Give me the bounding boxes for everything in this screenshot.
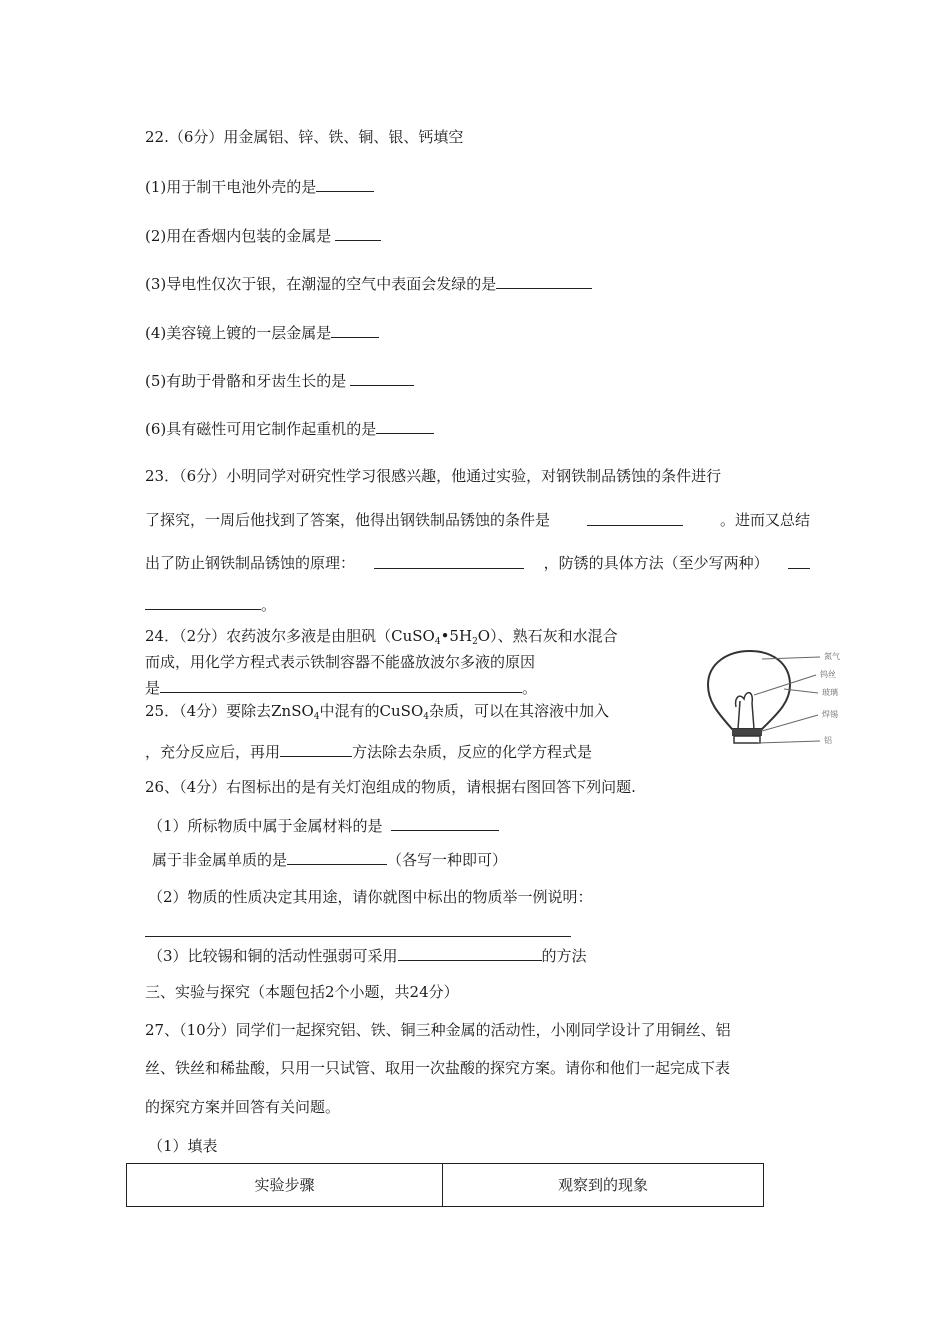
answer-blank[interactable] [398, 945, 542, 961]
answer-blank[interactable] [280, 741, 352, 757]
answer-blank[interactable] [335, 225, 381, 241]
bulb-label-nitrogen: 氮气 [824, 652, 840, 661]
q22-item-5: (5)有助于骨骼和牙齿生长的是 [145, 370, 414, 391]
answer-blank[interactable] [350, 370, 414, 386]
answer-blank[interactable] [331, 322, 379, 338]
answer-blank[interactable] [391, 815, 499, 831]
q26-part-1: （1）所标物质中属于金属材料的是 [148, 815, 499, 836]
q26-part-3: （3）比较锡和铜的活动性强弱可采用 的方法 [148, 947, 587, 965]
q22-item-4: (4)美容镜上镀的一层金属是 [145, 322, 379, 343]
bulb-label-solder: 焊锡 [822, 710, 838, 719]
q22-item-2: (2)用在香烟内包装的金属是 [145, 225, 381, 246]
answer-blank[interactable] [587, 510, 683, 526]
q24-line-1: 24．（2分）农药波尔多液是由胆矾$(CuSO_4•5H_2O)$、熟石灰和水混合 [145, 627, 618, 647]
section-3-heading: 三、实验与探究（本题包括2个小题，共24分） [145, 983, 459, 1001]
q22-title: 22.（6分）用金属铝、锌、铁、铜、银、钙填空 [145, 128, 464, 146]
q26-part-1b: 属于非金属单质的是 （各写一种即可） [152, 851, 508, 869]
q27-line-1: 27、（10分）同学们一起探究铝、铁、铜三种金属的活动性，小刚同学设计了用铜丝、铝 [145, 1021, 731, 1039]
q26-title: 26、（4分）右图标出的是有关灯泡组成的物质，请根据右图回答下列问题. [145, 778, 636, 796]
answer-blank[interactable] [287, 849, 387, 865]
answer-blank[interactable] [788, 553, 810, 569]
table-header-steps: 实验步骤 [127, 1164, 443, 1207]
light-bulb-diagram [700, 645, 870, 750]
answer-line[interactable] [145, 921, 571, 937]
bulb-label-aluminum: 铝 [824, 736, 832, 745]
q25-line-1: 25．（4分）要除去ZnSO$_4$中混有的CuSO$_4$杂质，可以在其溶液中加入 [145, 702, 609, 722]
bulb-label-tungsten: 钨丝 [820, 670, 836, 679]
q27-line-3: 的探究方案并回答有关问题。 [145, 1098, 341, 1116]
q23-line-4: 。 [145, 594, 276, 615]
q27-fill-table: （1）填表 [148, 1137, 218, 1155]
q22-item-3: (3)导电性仅次于银，在潮湿的空气中表面会发绿的是 [145, 273, 592, 294]
answer-blank[interactable] [145, 594, 261, 610]
answer-blank[interactable] [374, 553, 524, 569]
q22-item-6: (6)具有磁性可用它制作起重机的是 [145, 418, 434, 439]
q24-line-2: 而成，用化学方程式表示铁制容器不能盛放波尔多液的原因 [145, 653, 536, 671]
q22-item-1: (1)用于制干电池外壳的是 [145, 176, 374, 197]
bulb-label-glass: 玻璃 [822, 688, 838, 697]
q26-part-2: （2）物质的性质决定其用途，请你就图中标出的物质举一例说明： [148, 888, 593, 906]
bulb-glass-outline [708, 651, 790, 729]
table-header-observations: 观察到的现象 [443, 1164, 764, 1207]
q23-line-3: 出了防止钢铁制品锈蚀的原理： ，防锈的具体方法（至少写两种） [145, 553, 810, 573]
bulb-base-band [732, 729, 762, 736]
answer-blank[interactable] [496, 273, 592, 289]
table-header-row [127, 1164, 764, 1207]
q27-line-2: 丝、铁丝和稀盐酸，只用一只试管、取用一次盐酸的探究方案。请你和他们一起完成下表 [145, 1059, 731, 1077]
q23-line-2: 了探究，一周后他找到了答案，他得出钢铁制品锈蚀的条件是 。进而又总结 [145, 511, 810, 529]
q24-line-3: 是 。 [145, 679, 538, 697]
answer-blank[interactable] [160, 677, 522, 693]
bulb-base-thread [734, 736, 760, 743]
answer-blank[interactable] [376, 418, 434, 434]
q23-line-1: 23．（6分）小明同学对研究性学习很感兴趣，他通过实验，对钢铁制品锈蚀的条件进行 [145, 467, 722, 485]
answer-blank[interactable] [316, 176, 374, 192]
bulb-filament [736, 693, 753, 707]
q25-line-2: ，充分反应后，再用 方法除去杂质，反应的化学方程式是 [145, 743, 593, 761]
experiment-table [126, 1163, 764, 1207]
